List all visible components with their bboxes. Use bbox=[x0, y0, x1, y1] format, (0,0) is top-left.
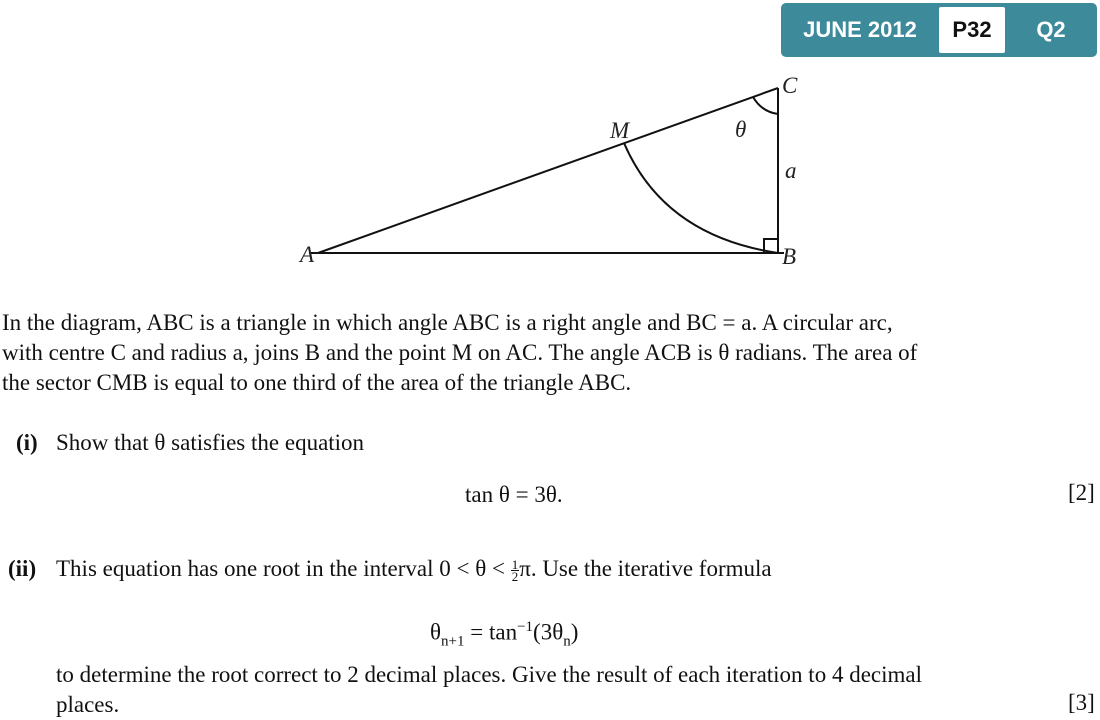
part-ii-text bbox=[56, 554, 772, 584]
fraction-denominator: 2 bbox=[511, 569, 519, 585]
badge-date: JUNE 2012 bbox=[803, 17, 917, 42]
part-ii-number: (ii) bbox=[8, 556, 37, 581]
part-i-number: (i) bbox=[16, 430, 38, 455]
part-ii-continuation bbox=[56, 660, 922, 720]
formula-arg-sub: n bbox=[563, 633, 571, 650]
triangle-diagram bbox=[0, 0, 1100, 300]
badge-question: Q2 bbox=[1036, 17, 1066, 42]
part-ii-text-before: This equation has one root in the interval 0 < θ < bbox=[56, 556, 511, 581]
fraction-numerator: 1 bbox=[511, 557, 519, 573]
part-i-label bbox=[16, 428, 38, 458]
intro-line-2: with centre C and radius a, joins B and the point M on AC. The angle ACB is θ radians. The area of bbox=[2, 340, 918, 365]
badge-paper: P32 bbox=[939, 7, 1005, 53]
label-m-point: M bbox=[610, 118, 630, 143]
formula-lhs-sub: n+1 bbox=[441, 633, 465, 650]
intro-line-3: the sector CMB is equal to one third of the area of the triangle ABC. bbox=[2, 370, 632, 395]
part-ii-line-2: places. bbox=[56, 692, 120, 717]
iterative-formula bbox=[430, 612, 578, 656]
half-fraction bbox=[511, 557, 520, 585]
part-ii-line-1: to determine the root correct to 2 decimal places. Give the result of each iteration to 4 decimal bbox=[56, 662, 922, 687]
formula-arg-open: (3θ bbox=[533, 619, 564, 645]
part-i-text: Show that θ satisfies the equation bbox=[56, 430, 365, 455]
formula-arg-close: ) bbox=[570, 619, 579, 645]
side-ac bbox=[318, 88, 778, 253]
intro-line-1: In the diagram, ABC is a triangle in which angle ABC is a right angle and BC = a. A circular arc, bbox=[2, 310, 893, 335]
intro-paragraph bbox=[2, 308, 917, 398]
label-b-vertex: B bbox=[782, 244, 797, 269]
formula-lhs: θ bbox=[430, 619, 442, 645]
label-a-vertex: A bbox=[300, 242, 315, 267]
angle-arc-theta bbox=[753, 97, 778, 114]
label-side-a: a bbox=[785, 158, 797, 183]
part-ii-label bbox=[8, 554, 36, 584]
part-ii-marks: [3] bbox=[1068, 690, 1095, 715]
arc-mb bbox=[624, 143, 778, 253]
formula-sup: −1 bbox=[517, 619, 534, 635]
formula-mid: = tan bbox=[464, 619, 518, 645]
label-c-vertex: C bbox=[782, 73, 798, 98]
part-i-marks: [2] bbox=[1068, 480, 1095, 505]
label-theta: θ bbox=[735, 117, 747, 142]
part-ii-text-after: π. Use the iterative formula bbox=[519, 556, 772, 581]
part-i-equation: tan θ = 3θ. bbox=[465, 482, 563, 507]
